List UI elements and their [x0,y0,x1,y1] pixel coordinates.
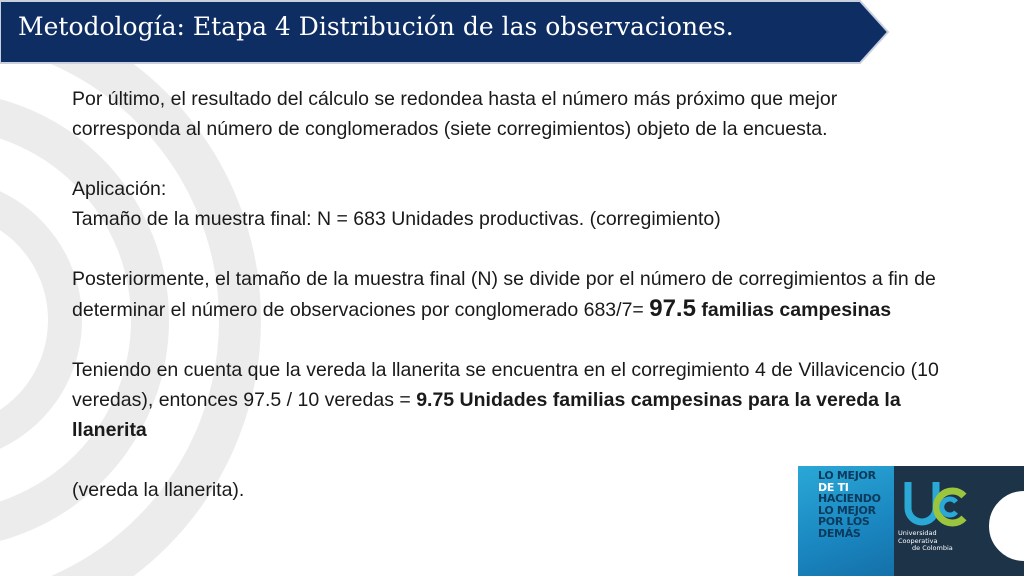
slide-body [72,84,942,505]
slogan-line: HACIENDO [818,492,881,505]
slogan-line: LO MEJOR [818,503,876,517]
university-name [898,530,960,553]
division-text: Posteriormente, el tamaño de la muestra final (N) se divide por el número de corregimientos a fin de determinar el número de observaciones por conglomerado 683/7= [72,268,936,321]
vereda-result: 9.75 Unidades familias campesinas para la vereda la llanerita [72,389,901,441]
slide-title: Metodología: Etapa 4 Distribución de las observaciones. [18,12,734,41]
paragraph-vereda [72,355,942,445]
logo-slogan-panel [798,466,894,576]
paragraph-division [72,264,942,325]
slogan-line: LO MEJOR [818,469,876,482]
sample-size-text: Tamaño de la muestra final: N = 683 Unidades productivas. (corregimiento) [72,208,721,230]
application-label: Aplicación: [72,178,167,200]
slogan-line: DEMÁS [818,526,861,540]
university-name-line: Universidad Cooperativa [898,529,938,545]
ucc-logo-icon [902,474,970,532]
division-result-value: 97.5 [649,295,696,322]
slogan-line: DE TI [818,480,849,494]
paragraph-vereda-note: (vereda la llanerita). [72,479,245,501]
corner-circle-decoration [975,466,1024,576]
slogan-line: POR LOS [818,515,870,528]
university-name-line: de Colombia [912,544,953,552]
logo-slogan [818,470,892,539]
vereda-text: Teniendo en cuenta que la vereda la llanerita se encuentra en el corregimiento 4 de Villavicencio (10 veredas), entonces 97.5 / 10 veredas = [72,359,939,411]
paragraph-rounding: Por último, el resultado del cálculo se redondea hasta el número más próximo que mejor corresponda al número de conglomerados (siete corregimientos) objeto de la encuesta. [72,88,838,140]
division-result-unit: familias campesinas [695,299,892,321]
